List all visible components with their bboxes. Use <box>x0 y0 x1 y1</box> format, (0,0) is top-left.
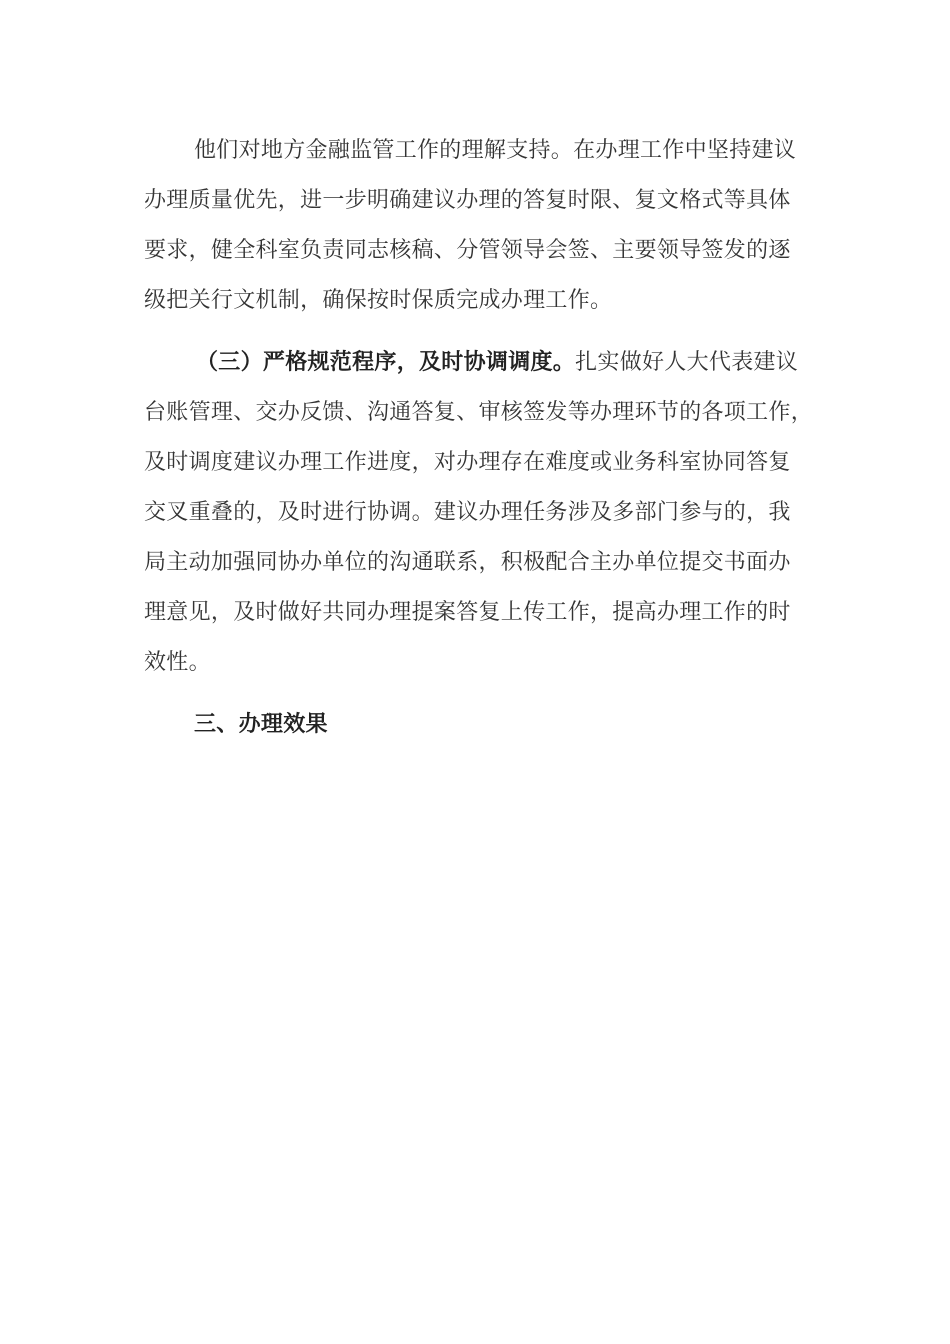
paragraph-2-heading: （三）严格规范程序，及时协调调度。 <box>196 350 576 375</box>
paragraph-2-line-2: 台账管理、交办反馈、沟通答复、审核签发等办理环节的各项工作， <box>144 400 814 425</box>
paragraph-2-line-3: 及时调度建议办理工作进度，对办理存在难度或业务科室协同答复 <box>144 450 791 475</box>
paragraph-2-line-1 <box>196 348 798 378</box>
paragraph-1-line-1: 他们对地方金融监管工作的理解支持。在办理工作中坚持建议 <box>194 138 797 163</box>
paragraph-2-first-line-text: 扎实做好人大代表建议 <box>575 350 799 375</box>
section-heading: 三、办理效果 <box>194 712 328 737</box>
paragraph-1-line-2: 办理质量优先，进一步明确建议办理的答复时限、复文格式等具体 <box>144 188 791 213</box>
paragraph-1-line-3: 要求，健全科室负责同志核稿、分管领导会签、主要领导签发的逐 <box>144 238 791 263</box>
paragraph-2-line-7: 效性。 <box>144 650 211 675</box>
paragraph-1-line-4: 级把关行文机制，确保按时保质完成办理工作。 <box>144 288 613 313</box>
paragraph-2-line-5: 局主动加强同协办单位的沟通联系，积极配合主办单位提交书面办 <box>144 550 791 575</box>
paragraph-2-line-4: 交叉重叠的，及时进行协调。建议办理任务涉及多部门参与的，我 <box>144 500 791 525</box>
paragraph-2-line-6: 理意见，及时做好共同办理提案答复上传工作，提高办理工作的时 <box>144 600 791 625</box>
